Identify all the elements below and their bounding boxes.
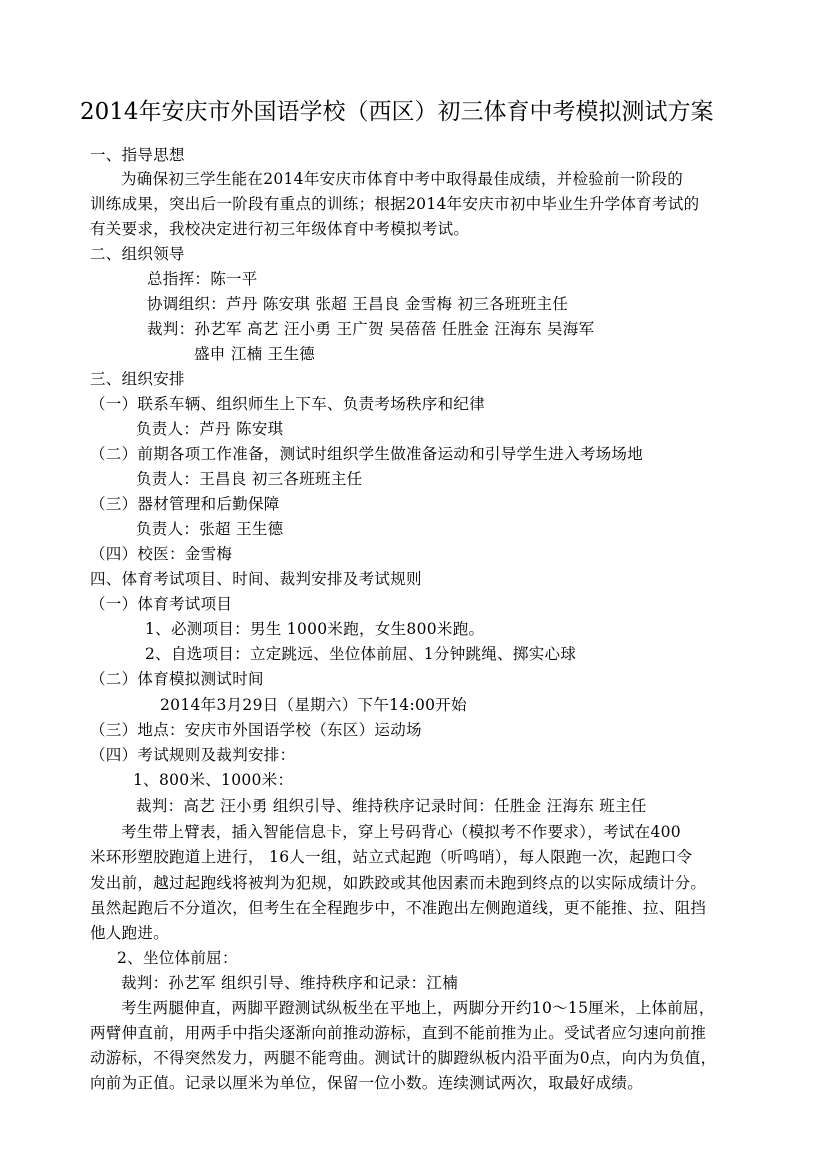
section-heading: 一、指导思想 (90, 146, 185, 164)
subsection-heading: （四）考试规则及裁判安排： (90, 746, 296, 764)
list-item: 2、坐位体前屈： (117, 949, 238, 967)
subsection-heading: （三）地点：安庆市外国语学校（东区）运动场 (90, 721, 422, 739)
paragraph-line: 考生两腿伸直，两脚平蹬测试纵板坐在平地上，两脚分开约10～15厘米，上体前屈， (121, 999, 715, 1017)
subsection-heading: （二）体育模拟测试时间 (90, 670, 264, 688)
list-item: 协调组织：芦丹 陈安琪 张超 王昌良 金雪梅 初三各班班主任 (147, 295, 569, 313)
list-item: 裁判：孙艺军 组织引导、维持秩序和记录：江楠 (121, 974, 459, 992)
section-heading: 二、组织领导 (90, 245, 185, 263)
list-item: 负责人：张超 王生德 (136, 520, 284, 538)
paragraph-line: 动游标，不得突然发力，两腿不能弯曲。测试计的脚蹬纵板内沿平面为0点，向内为负值， (90, 1049, 717, 1067)
paragraph-line: 虽然起跑后不分道次，但考生在全程跑步中，不准跑出左侧跑道线，更不能推、拉、阻挡 (90, 899, 707, 917)
section-heading: 四、体育考试项目、时间、裁判安排及考试规则 (90, 570, 422, 588)
subsection-heading: （二）前期各项工作准备，测试时组织学生做准备运动和引导学生进入考场场地 (90, 445, 644, 463)
subsection-heading: （一）联系车辆、组织师生上下车、负责考场秩序和纪律 (90, 395, 486, 413)
list-item: 2、自选项目：立定跳远、坐位体前屈、1分钟跳绳、掷实心球 (145, 645, 577, 663)
list-item: 裁判：孙艺军 高艺 汪小勇 王广贺 吴蓓蓓 任胜金 汪海东 吴海军 (147, 320, 595, 338)
subsection-heading: （四）校医：金雪梅 (90, 545, 233, 563)
paragraph-line: 发出前，越过起跑线将被判为犯规，如跌跤或其他因素而未跑到终点的以实际成绩计分。 (90, 874, 707, 892)
list-item: 1、800米、1000米： (133, 771, 294, 789)
paragraph-line: 两臂伸直前，用两手中指尖逐渐向前推动游标，直到不能前推为止。受试者应匀速向前推 (90, 1024, 707, 1042)
list-item: 1、必测项目：男生 1000米跑，女生800米跑。 (145, 620, 485, 638)
paragraph-line: 他人跑进。 (90, 924, 170, 942)
list-item: 负责人：王昌良 初三各班班主任 (136, 470, 363, 488)
list-item: 总指挥：陈一平 (147, 270, 258, 288)
paragraph-line: 为确保初三学生能在2014年安庆市体育中考中取得最佳成绩，并检验前一阶段的 (121, 170, 684, 188)
list-item: 盛申 江楠 王生德 (194, 345, 316, 363)
list-item: 负责人：芦丹 陈安琪 (136, 420, 284, 438)
list-item: 裁判：高艺 汪小勇 组织引导、维持秩序记录时间：任胜金 汪海东 班主任 (136, 797, 647, 815)
paragraph-line: 向前为正值。记录以厘米为单位，保留一位小数。连续测试两次，取最好成绩。 (90, 1074, 644, 1092)
paragraph-line: 考生带上臂表，插入智能信息卡，穿上号码背心（模拟考不作要求），考试在400 (121, 823, 681, 841)
subsection-heading: （一）体育考试项目 (90, 595, 233, 613)
paragraph-line: 有关要求，我校决定进行初三年级体育中考模拟考试。 (90, 220, 470, 238)
section-heading: 三、组织安排 (90, 370, 185, 388)
paragraph-line: 训练成果，突出后一阶段有重点的训练；根据2014年安庆市初中毕业生升学体育考试的 (90, 195, 700, 213)
list-item: 2014年3月29日（星期六）下午14:00开始 (160, 696, 467, 714)
subsection-heading: （三）器材管理和后勤保障 (90, 495, 280, 513)
paragraph-line: 米环形塑胶跑道上进行， 16人一组，站立式起跑（听鸣哨），每人限跑一次，起跑口令 (90, 848, 693, 866)
document-title: 2014年安庆市外国语学校（西区）初三体育中考模拟测试方案 (80, 99, 714, 125)
